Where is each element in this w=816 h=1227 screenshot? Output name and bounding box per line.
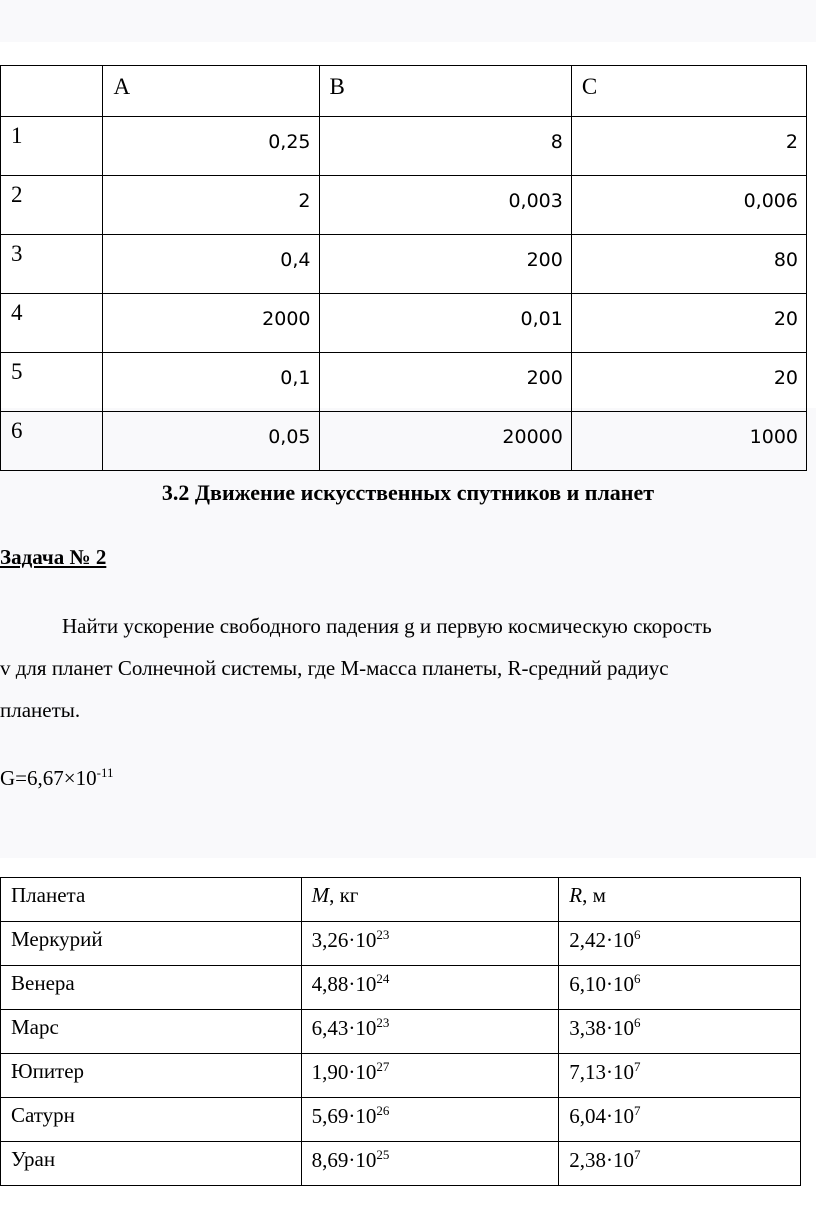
- planet-name: Венера: [1, 966, 302, 1010]
- radius-exponent: 7: [634, 1147, 641, 1162]
- table-row: [1, 412, 807, 471]
- mass-exponent: 25: [376, 1147, 390, 1162]
- value-c: 1000: [571, 412, 806, 471]
- row-label: 2: [1, 176, 103, 235]
- mass-exponent: 26: [376, 1103, 390, 1118]
- mass-exponent: 23: [376, 927, 390, 942]
- value-a: 0,25: [103, 117, 319, 176]
- value-b: 8: [319, 117, 571, 176]
- value-b: 200: [319, 353, 571, 412]
- table-header-row: [1, 878, 801, 922]
- planet-radius: [559, 1010, 801, 1054]
- header-radius: [559, 878, 801, 922]
- planet-name: Сатурн: [1, 1098, 302, 1142]
- mass-mantissa: 4,88·10: [311, 972, 377, 996]
- paragraph-line: v для планет Солнечной системы, где М-масса планеты, R-средний радиус: [0, 656, 669, 680]
- value-c: 2: [571, 117, 806, 176]
- page-header-band: [0, 0, 816, 42]
- gravitational-constant: [0, 765, 113, 791]
- table-row: [1, 117, 807, 176]
- radius-exponent: 6: [634, 927, 641, 942]
- planet-name: Уран: [1, 1142, 302, 1186]
- planet-mass: [301, 1054, 559, 1098]
- table-header-row: [1, 66, 807, 117]
- task-description: [0, 605, 816, 731]
- table-row: [1, 922, 801, 966]
- table-row: [1, 235, 807, 294]
- table-row: [1, 966, 801, 1010]
- row-label: 6: [1, 412, 103, 471]
- value-b: 200: [319, 235, 571, 294]
- planet-radius: [559, 966, 801, 1010]
- planet-mass: [301, 1010, 559, 1054]
- planets-table: [0, 877, 801, 1186]
- table-row: [1, 1098, 801, 1142]
- planet-name: Юпитер: [1, 1054, 302, 1098]
- planet-radius: [559, 922, 801, 966]
- table-row: [1, 353, 807, 412]
- row-label: 3: [1, 235, 103, 294]
- value-c: 80: [571, 235, 806, 294]
- planet-mass: [301, 966, 559, 1010]
- radius-symbol: R: [569, 883, 583, 907]
- planet-mass: [301, 1098, 559, 1142]
- mass-mantissa: 8,69·10: [311, 1148, 377, 1172]
- value-c: 0,006: [571, 176, 806, 235]
- radius-mantissa: 6,10·10: [569, 972, 635, 996]
- radius-exponent: 6: [634, 971, 641, 986]
- paragraph-line: Найти ускорение свободного падения g и первую космическую скорость: [62, 614, 712, 638]
- mass-mantissa: 1,90·10: [311, 1060, 377, 1084]
- planet-radius: [559, 1098, 801, 1142]
- formula-exponent: -11: [96, 765, 114, 780]
- value-b: 20000: [319, 412, 571, 471]
- value-b: 0,01: [319, 294, 571, 353]
- value-a: 2: [103, 176, 319, 235]
- value-a: 0,05: [103, 412, 319, 471]
- planet-radius: [559, 1142, 801, 1186]
- paragraph-line: планеты.: [0, 698, 81, 722]
- row-label: 4: [1, 294, 103, 353]
- value-c: 20: [571, 294, 806, 353]
- coefficients-table: [0, 65, 807, 471]
- radius-mantissa: 3,38·10: [569, 1016, 635, 1040]
- table-row: [1, 1010, 801, 1054]
- header-mass: [301, 878, 559, 922]
- radius-mantissa: 7,13·10: [569, 1060, 635, 1084]
- radius-mantissa: 2,38·10: [569, 1148, 635, 1172]
- header-cell-c: C: [571, 66, 806, 117]
- table-row: [1, 176, 807, 235]
- planet-name: Меркурий: [1, 922, 302, 966]
- formula-base: G=6,67×10: [0, 766, 97, 790]
- mass-mantissa: 3,26·10: [311, 928, 377, 952]
- value-a: 0,1: [103, 353, 319, 412]
- mass-exponent: 23: [376, 1015, 390, 1030]
- planet-radius: [559, 1054, 801, 1098]
- table-row: [1, 1142, 801, 1186]
- mass-exponent: 27: [376, 1059, 390, 1074]
- value-a: 0,4: [103, 235, 319, 294]
- header-cell-b: B: [319, 66, 571, 117]
- header-planet: Планета: [1, 878, 302, 922]
- table-row: [1, 1054, 801, 1098]
- header-cell-a: A: [103, 66, 319, 117]
- radius-exponent: 7: [634, 1059, 641, 1074]
- row-label: 1: [1, 117, 103, 176]
- planet-mass: [301, 1142, 559, 1186]
- mass-exponent: 24: [376, 971, 390, 986]
- radius-exponent: 7: [634, 1103, 641, 1118]
- radius-unit: , м: [582, 883, 606, 907]
- mass-mantissa: 6,43·10: [311, 1016, 377, 1040]
- radius-mantissa: 6,04·10: [569, 1104, 635, 1128]
- value-c: 20: [571, 353, 806, 412]
- radius-mantissa: 2,42·10: [569, 928, 635, 952]
- planet-mass: [301, 922, 559, 966]
- header-cell-empty: [1, 66, 103, 117]
- radius-exponent: 6: [634, 1015, 641, 1030]
- mass-symbol: M: [311, 883, 330, 907]
- mass-unit: , кг: [329, 883, 359, 907]
- planet-name: Марс: [1, 1010, 302, 1054]
- section-title: 3.2 Движение искусственных спутников и планет: [161, 480, 655, 505]
- value-b: 0,003: [319, 176, 571, 235]
- task-title: Задача № 2: [0, 545, 107, 569]
- row-label: 5: [1, 353, 103, 412]
- table-row: [1, 294, 807, 353]
- value-a: 2000: [103, 294, 319, 353]
- mass-mantissa: 5,69·10: [311, 1104, 377, 1128]
